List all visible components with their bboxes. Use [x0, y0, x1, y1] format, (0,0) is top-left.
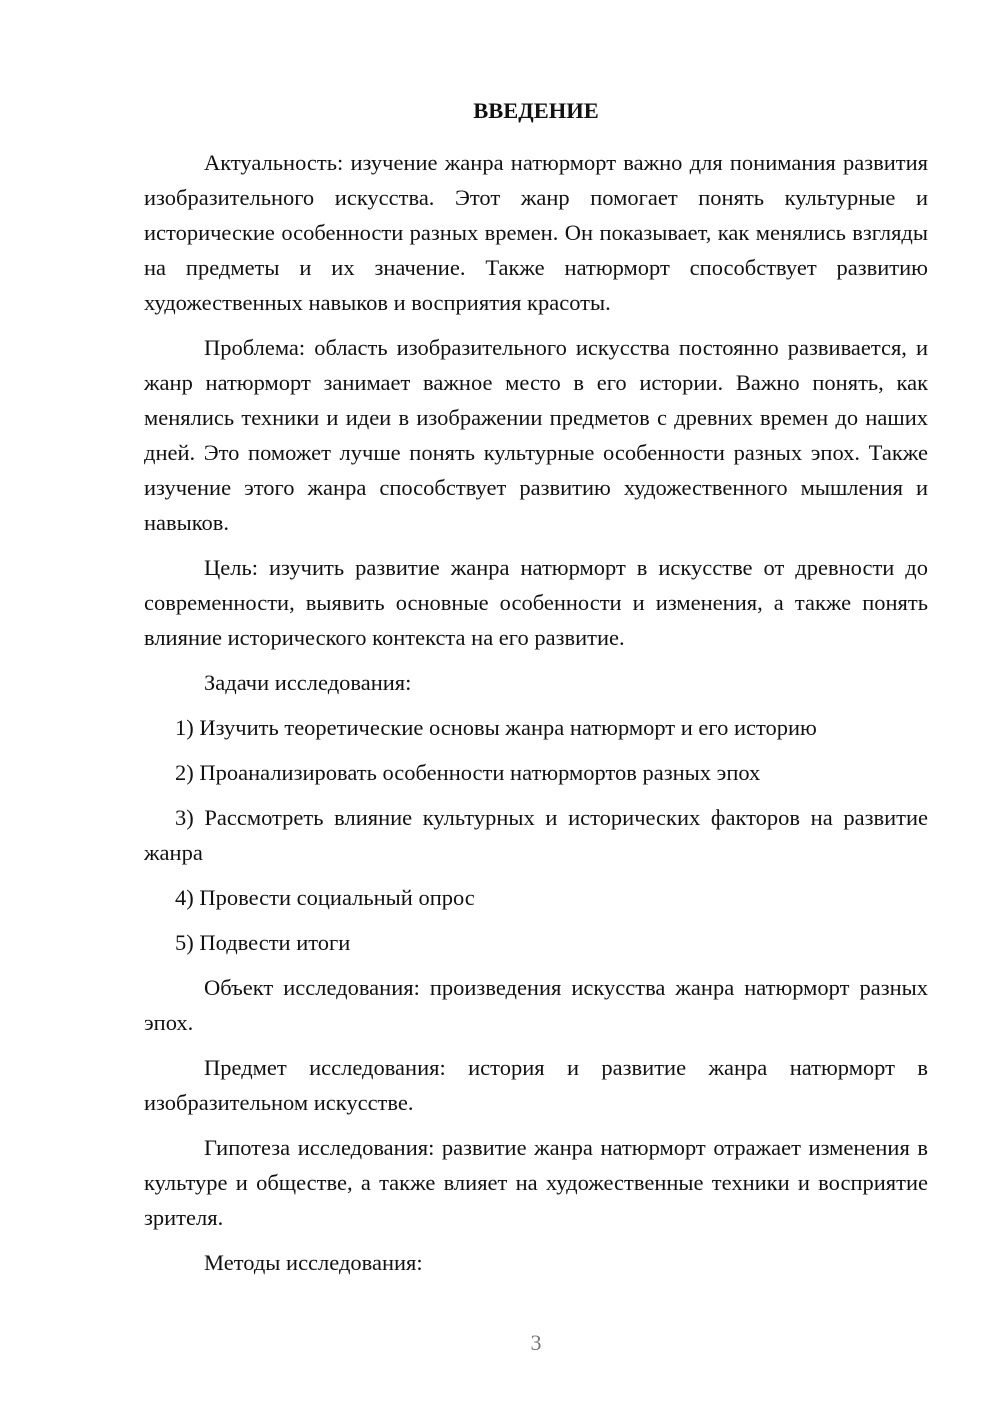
task-item: 3) Рассмотреть влияние культурных и исторических факторов на развитие жанра: [144, 805, 928, 865]
subject-paragraph: Предмет исследования: история и развитие жанра натюрморт в изобразительном искусстве.: [144, 1055, 928, 1115]
problem-paragraph: Проблема: область изобразительного искусства постоянно развивается, и жанр натюрморт занимает важное место в его истории. Важно понять, как менялись техники и идеи в изображении предметов с древних времен до наших дней. Это поможет лучше понять культурные особенности разных эпох. Также изучение этого жанра способствует развитию художественного мышления и навыков.: [144, 335, 928, 535]
task-item: 5) Подвести итоги: [175, 930, 351, 955]
tasks-title: Задачи исследования:: [204, 670, 412, 695]
page-body: [144, 93, 928, 1290]
page-heading: ВВЕДЕНИЕ: [473, 98, 599, 123]
task-item: 1) Изучить теоретические основы жанра натюрморт и его историю: [175, 715, 817, 740]
task-item: 2) Проанализировать особенности натюрмортов разных эпох: [175, 760, 761, 785]
task-item: 4) Провести социальный опрос: [175, 885, 475, 910]
methods-paragraph: Методы исследования:: [204, 1250, 423, 1275]
relevance-paragraph: Актуальность: изучение жанра натюрморт важно для понимания развития изобразительного искусства. Этот жанр помогает понять культурные и исторические особенности разных времен. Он показывает, как менялись взгляды на предметы и их значение. Также натюрморт способствует развитию художественных навыков и восприятия красоты.: [144, 150, 928, 315]
page-number: 3: [530, 1330, 542, 1355]
hypothesis-paragraph: Гипотеза исследования: развитие жанра натюрморт отражает изменения в культуре и обществе, а также влияет на художественные техники и восприятие зрителя.: [144, 1135, 928, 1230]
goal-paragraph: Цель: изучить развитие жанра натюрморт в искусстве от древности до современности, выявить основные особенности и изменения, а также понять влияние исторического контекста на его развитие.: [144, 555, 928, 650]
object-paragraph: Объект исследования: произведения искусства жанра натюрморт разных эпох.: [144, 975, 928, 1035]
